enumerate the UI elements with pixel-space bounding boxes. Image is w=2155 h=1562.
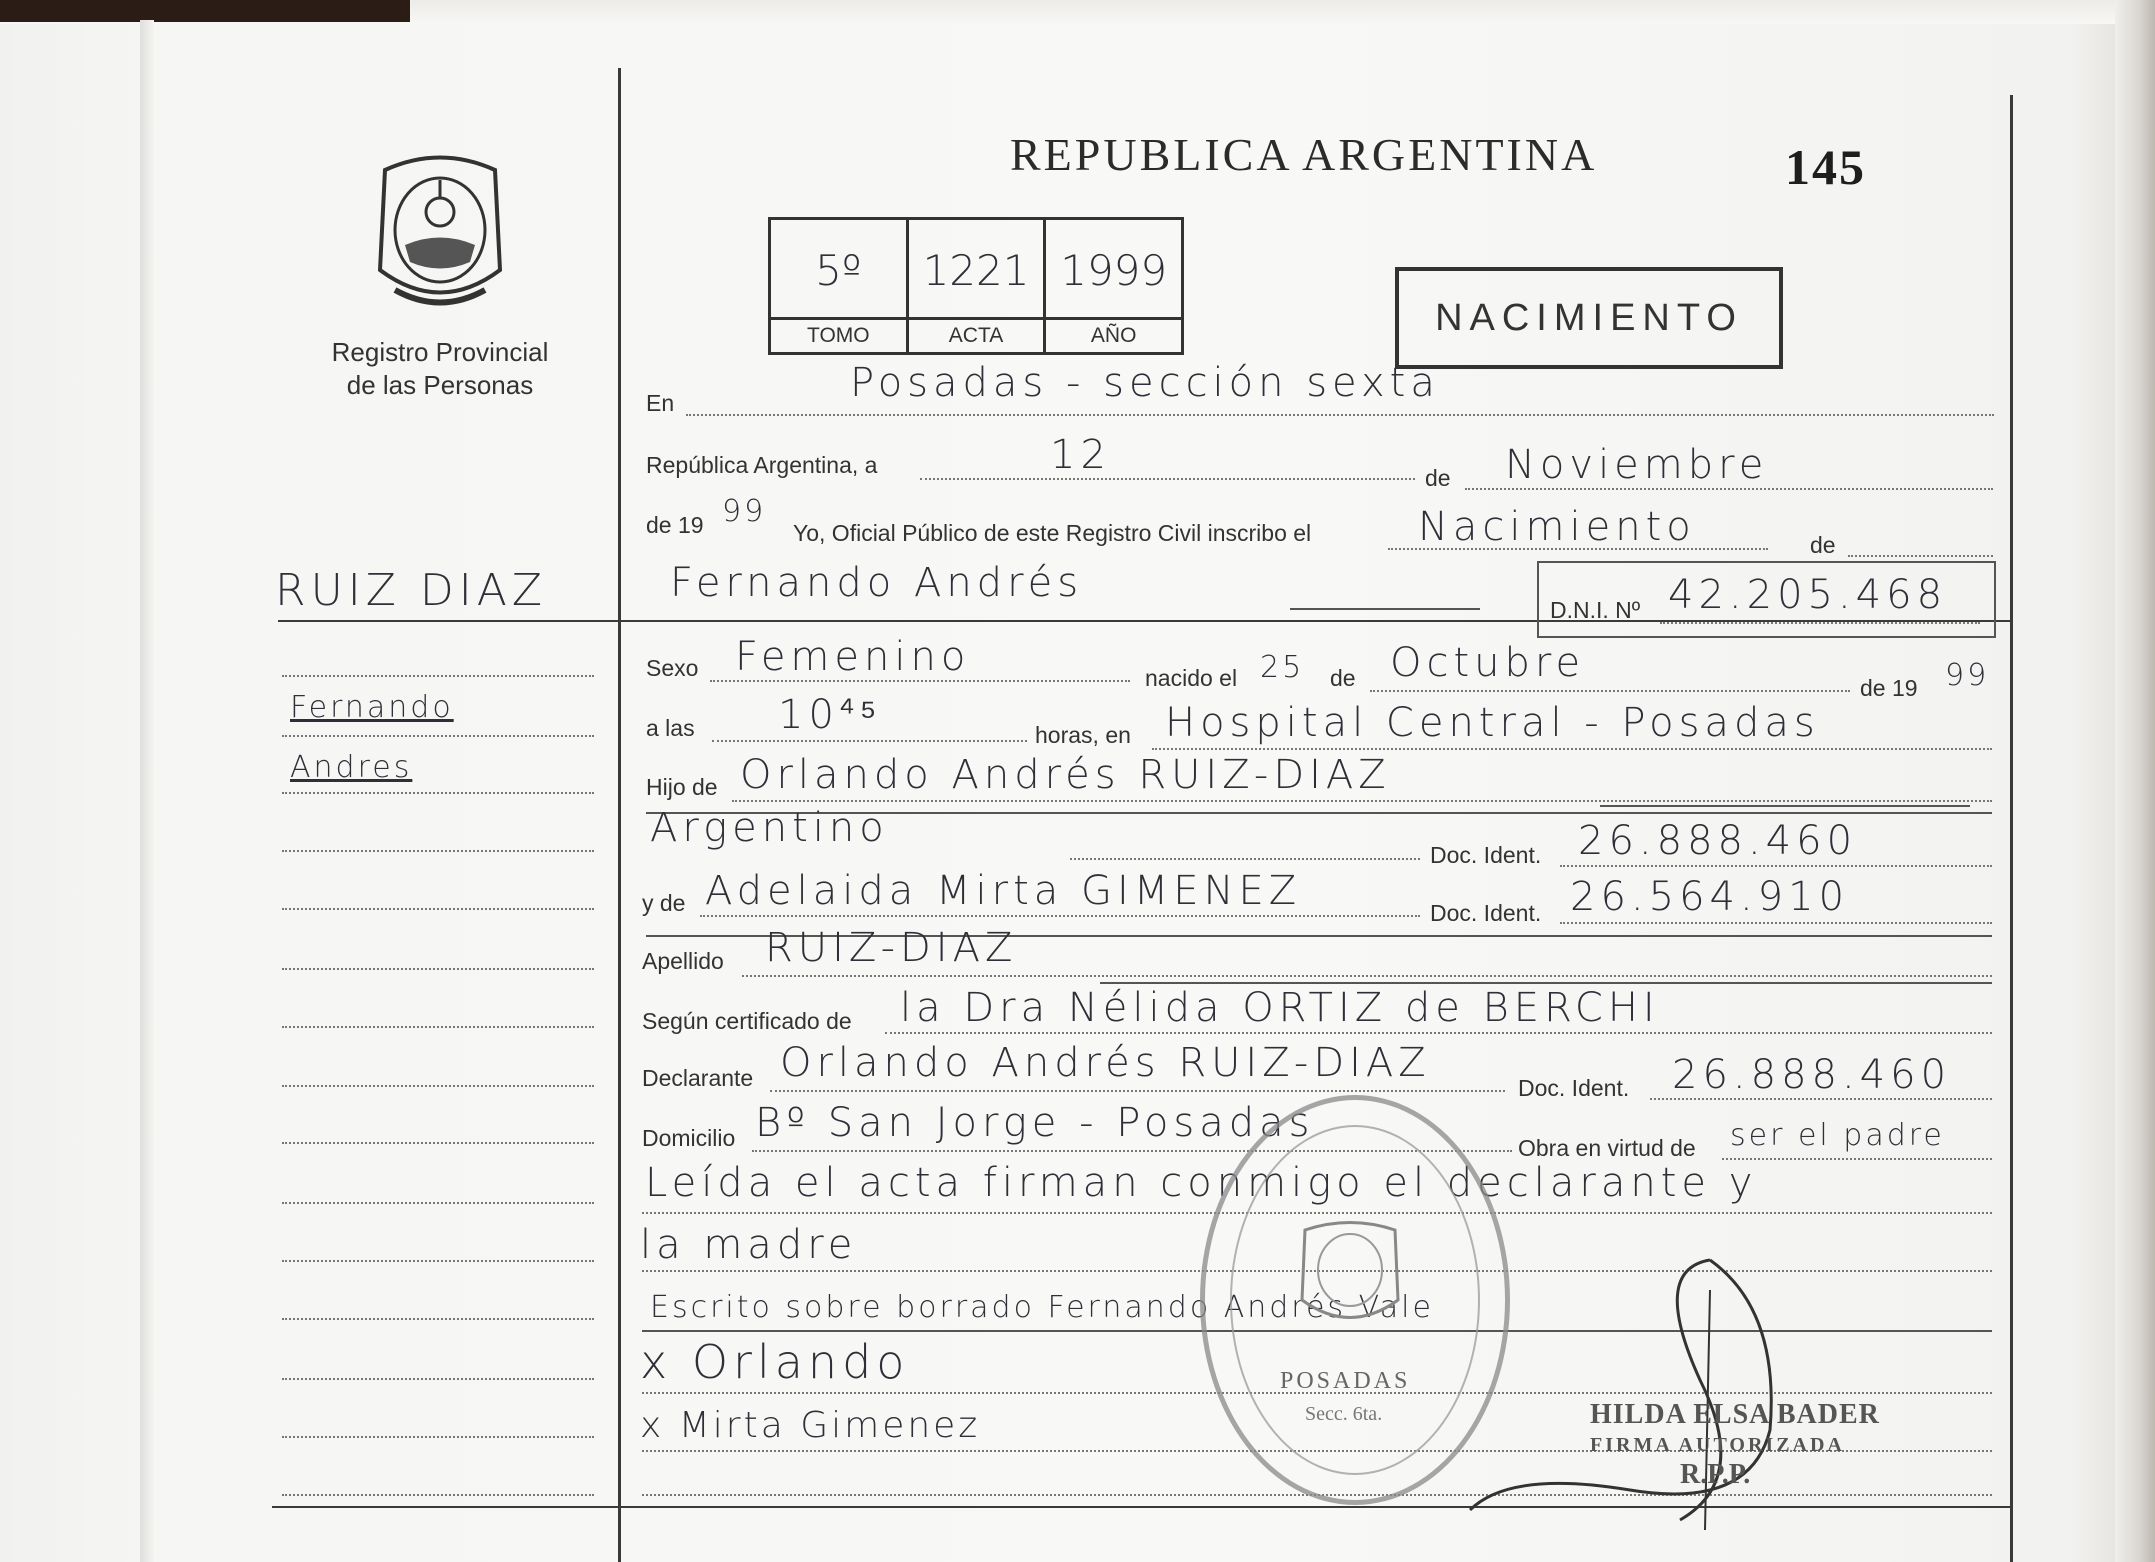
value-hora: 10⁴⁵ <box>778 692 882 738</box>
label-a-las: a las <box>646 715 695 741</box>
document-type-box: NACIMIENTO <box>1395 267 1783 369</box>
stamp-emblem-icon <box>1290 1220 1410 1330</box>
signature-block <box>1590 1400 1880 1490</box>
value-enmienda: Escrito sobre borrado Fernando Andrés Vale <box>650 1290 1434 1325</box>
value-sexo: Femenino <box>735 634 971 680</box>
value-padre-nac: Argentino <box>650 805 889 851</box>
label-de-19: de 19 <box>646 512 704 538</box>
label-sexo: Sexo <box>646 655 699 681</box>
label-segun: Según certificado de <box>642 1008 852 1034</box>
value-padre: Orlando Andrés RUIZ-DIAZ <box>740 752 1391 798</box>
official-signature-icon <box>1450 1250 1870 1540</box>
line-nombre <box>1290 608 1480 610</box>
line-padre-end <box>1600 805 1970 807</box>
value-madre-doc: 26.564.910 <box>1570 874 1850 920</box>
label-madre-doc: Doc. Ident. <box>1430 900 1542 926</box>
margin-divider <box>618 68 621 1562</box>
line-padre <box>732 800 1992 802</box>
anio-label: AÑO <box>1046 317 1181 352</box>
value-nota-1: Leída el acta firman conmigo el declarante y <box>645 1160 1758 1206</box>
label-inscribo: Yo, Oficial Público de este Registro Civil inscribo el <box>793 520 1312 546</box>
value-anio: 99 <box>722 494 767 529</box>
value-dia: 12 <box>1050 432 1111 478</box>
value-apellido: RUIZ-DIAZ <box>765 925 1018 971</box>
signer-name: HILDA ELSA BADER <box>1590 1399 1880 1430</box>
line-dia <box>920 478 1415 480</box>
label-domicilio: Domicilio <box>642 1125 736 1151</box>
tomo-value: 5º <box>815 246 862 295</box>
line-padre-nac <box>1070 858 1420 860</box>
country-title: REPUBLICA ARGENTINA <box>1010 129 1598 180</box>
value-nac-dia: 25 <box>1260 650 1305 685</box>
label-padre-doc: Doc. Ident. <box>1430 842 1542 868</box>
value-nac-anio: 99 <box>1945 658 1990 693</box>
label-republica: República Argentina, a <box>646 452 878 478</box>
line-nac-mes <box>1370 690 1850 692</box>
right-border <box>2010 95 2013 1562</box>
stamp-city: POSADAS <box>1280 1368 1411 1394</box>
book-cover-corner <box>0 0 410 22</box>
registry-name <box>290 336 590 402</box>
registry-line-2: de las Personas <box>346 370 534 400</box>
value-certificado: la Dra Nélida ORTIZ de BERCHI <box>900 985 1660 1031</box>
value-acto: Nacimiento <box>1418 504 1696 550</box>
value-lugar-nac: Hospital Central - Posadas <box>1165 700 1820 746</box>
value-nota-2: la madre <box>640 1222 858 1268</box>
signature-orlando: x Orlando <box>640 1335 910 1389</box>
label-nac-19: de 19 <box>1860 675 1918 701</box>
value-mes: Noviembre <box>1505 442 1769 488</box>
value-domicilio: Bº San Jorge - Posadas <box>755 1100 1315 1146</box>
line-de-nombre <box>1848 555 1993 557</box>
folio-number: 145 <box>1785 139 1866 195</box>
label-horas: horas, en <box>1035 722 1131 748</box>
label-y-de: y de <box>642 890 686 916</box>
label-nac-de: de <box>1330 665 1356 691</box>
label-apellido: Apellido <box>642 948 724 974</box>
stamp-section: Secc. 6ta. <box>1305 1403 1383 1425</box>
line-madre-doc <box>1560 922 1992 924</box>
tomo-cell <box>771 220 909 352</box>
tomo-label: TOMO <box>771 317 906 352</box>
line-lugar-nac <box>1152 748 1992 750</box>
registry-line-1: Registro Provincial <box>331 337 549 367</box>
value-declarante: Orlando Andrés RUIZ-DIAZ <box>780 1040 1431 1086</box>
value-declarante-doc: 26.888.460 <box>1672 1052 1952 1098</box>
line-apellido-end <box>1100 982 1992 984</box>
line-declarante-doc <box>1650 1098 1992 1100</box>
value-madre: Adelaida Mirta GIMENEZ <box>705 868 1302 914</box>
line-sexo <box>710 680 1130 682</box>
value-virtud: ser el padre <box>1730 1118 1945 1153</box>
acta-label: ACTA <box>909 317 1044 352</box>
label-declarante: Declarante <box>642 1065 754 1091</box>
label-en: En <box>646 390 675 416</box>
anio-value: 1999 <box>1060 246 1168 295</box>
label-obra: Obra en virtud de <box>1518 1135 1696 1161</box>
book-gutter <box>140 20 154 1562</box>
value-nac-mes: Octubre <box>1390 640 1586 686</box>
value-nombre: Fernando Andrés <box>670 560 1084 606</box>
margin-name-2: Andres <box>290 750 413 785</box>
line-virtud <box>1722 1158 1992 1160</box>
acta-cell <box>909 220 1047 352</box>
signer-title: FIRMA AUTORIZADA <box>1590 1434 1845 1456</box>
line-certificado <box>885 1032 1992 1034</box>
label-dni: D.N.I. Nº <box>1550 597 1641 623</box>
label-declarante-doc: Doc. Ident. <box>1518 1075 1630 1101</box>
line-madre <box>700 915 1420 917</box>
coat-of-arms-icon <box>365 150 515 315</box>
label-nacido: nacido el <box>1145 665 1238 691</box>
line-dni <box>1660 622 1980 624</box>
margin-surname: RUIZ DIAZ <box>275 565 547 616</box>
page-edge-right <box>2115 0 2155 1562</box>
line-mes <box>1465 488 1993 490</box>
signature-mirta: x Mirta Gimenez <box>640 1405 981 1446</box>
label-de-mes: de <box>1425 465 1451 491</box>
acta-value: 1221 <box>922 246 1030 295</box>
signer-org: R.P.P. <box>1680 1459 1751 1490</box>
label-hijo: Hijo de <box>646 774 718 800</box>
line-declarante <box>770 1090 1505 1092</box>
value-lugar: Posadas - sección sexta <box>850 360 1440 406</box>
line-padre-doc <box>1560 865 1992 867</box>
margin-name-1: Fernando <box>290 690 454 725</box>
value-padre-doc: 26.888.460 <box>1578 818 1858 864</box>
index-grid <box>768 217 1184 355</box>
line-en <box>686 414 1994 416</box>
value-dni: 42.205.468 <box>1668 572 1948 618</box>
anio-cell <box>1046 220 1181 352</box>
line-apellido <box>742 975 1992 977</box>
label-de-nombre: de <box>1810 532 1836 558</box>
line-hora <box>712 740 1027 742</box>
